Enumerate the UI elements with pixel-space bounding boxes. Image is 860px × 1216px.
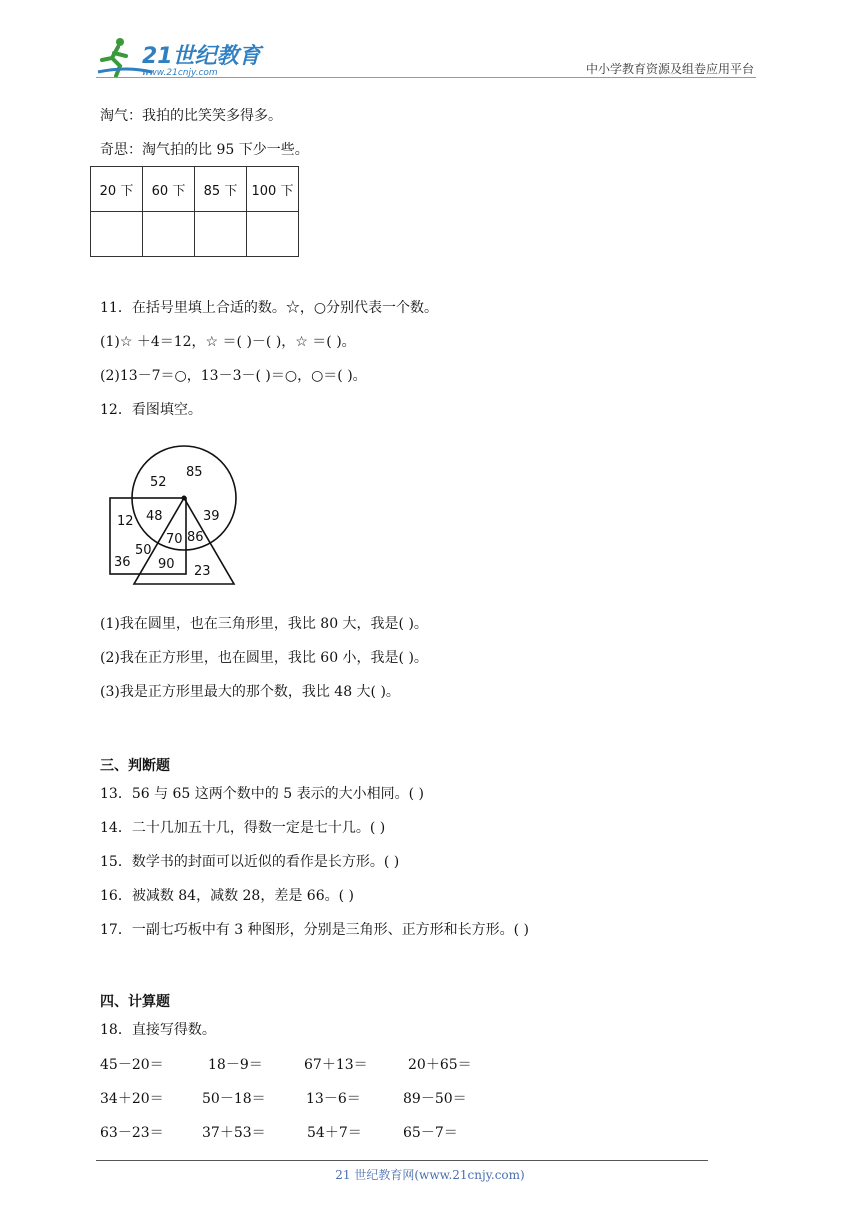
dialogue-line-qisi: 奇思：淘气拍的比 95 下少一些。 [100,142,309,158]
figure-number: 48 [146,509,163,524]
venn-figure [100,440,240,590]
calc-item: 65－7＝ [403,1125,458,1141]
figure-number: 86 [187,530,204,545]
q11-part1: (1)☆ ＋4＝12，☆ ＝( )－( )，☆ ＝( )。 [100,334,356,350]
answer-cell[interactable] [247,212,299,257]
logo [96,36,266,80]
q12-part2: (2)我在正方形里，也在圆里，我比 60 小，我是( )。 [100,650,428,666]
answer-cell[interactable] [195,212,247,257]
choice-cell: 85 下 [195,167,247,212]
judgement-item: 13．56 与 65 这两个数中的 5 表示的大小相同。( ) [100,786,424,802]
logo-text: 21世纪教育 [142,44,261,69]
calc-item: 63－23＝ [100,1125,164,1141]
header-divider [96,77,756,78]
answer-cell[interactable] [91,212,143,257]
figure-number: 70 [166,532,183,547]
footer-divider [96,1160,708,1161]
figure-number: 52 [150,475,167,490]
judgement-item: 17．一副七巧板中有 3 种图形，分别是三角形、正方形和长方形。( ) [100,922,529,938]
figure-number: 12 [117,514,134,529]
q18-title: 18．直接写得数。 [100,1022,216,1038]
judgement-item: 15．数学书的封面可以近似的看作是长方形。( ) [100,854,400,870]
q11-title: 11．在括号里填上合适的数。☆，○分别代表一个数。 [100,300,439,316]
q12-title: 12．看图填空。 [100,402,202,418]
choice-table [90,166,299,257]
figure-number: 90 [158,557,175,572]
figure-number: 39 [203,509,220,524]
calc-item: 18－9＝ [208,1057,263,1073]
calc-item: 20＋65＝ [408,1057,472,1073]
calc-item: 45－20＝ [100,1057,164,1073]
calc-item: 37＋53＝ [202,1125,266,1141]
section4-heading: 四、计算题 [100,994,170,1010]
dialogue-line-taoqi: 淘气：我拍的比笑笑多得多。 [100,108,282,124]
calc-item: 13－6＝ [306,1091,361,1107]
q11-part2: (2)13－7＝○，13－3－( )＝○，○＝( )。 [100,368,367,384]
choice-table-header-row [91,167,299,212]
choice-cell: 60 下 [143,167,195,212]
calc-item: 50－18＝ [202,1091,266,1107]
calc-item: 67＋13＝ [304,1057,368,1073]
header-platform-text: 中小学教育资源及组卷应用平台 [585,62,754,76]
q12-part3: (3)我是正方形里最大的那个数，我比 48 大( )。 [100,684,400,700]
figure-number: 85 [186,465,203,480]
answer-cell[interactable] [143,212,195,257]
calc-item: 54＋7＝ [307,1125,362,1141]
choice-table-answer-row [91,212,299,257]
q12-part1: (1)我在圆里，也在三角形里，我比 80 大，我是( )。 [100,616,428,632]
calc-item: 89－50＝ [403,1091,467,1107]
footer-link[interactable]: 21 世纪教育网(www.21cnjy.com) [335,1168,525,1182]
calc-item: 34＋20＝ [100,1091,164,1107]
runner-logo-icon [96,36,266,80]
section3-heading: 三、判断题 [100,758,170,774]
figure-number: 36 [114,555,131,570]
choice-cell: 20 下 [91,167,143,212]
judgement-item: 14．二十几加五十几，得数一定是七十几。( ) [100,820,386,836]
judgement-item: 16．被减数 84，减数 28，差是 66。( ) [100,888,354,904]
center-dot [182,496,187,501]
figure-number: 23 [194,564,211,579]
logo-url: www.21cnjy.com [142,68,218,78]
figure-number: 50 [135,543,152,558]
choice-cell: 100 下 [247,167,299,212]
